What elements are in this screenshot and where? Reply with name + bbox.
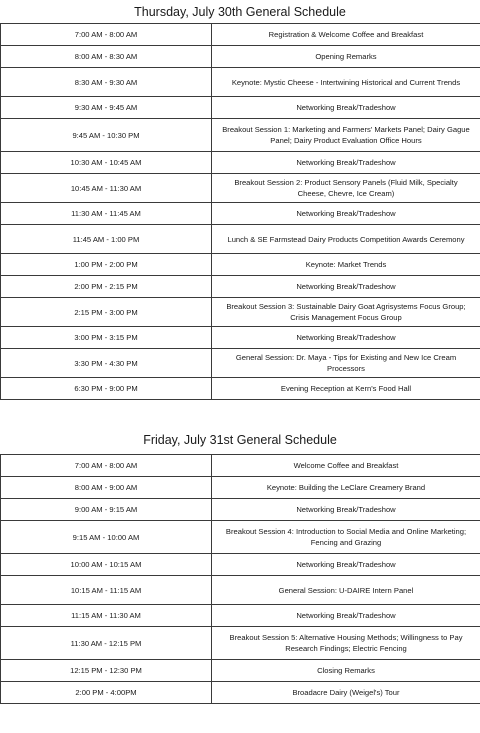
schedule-row — [1, 605, 480, 627]
event-cell: Breakout Session 3: Sustainable Dairy Goat Agrisystems Focus Group; Crisis Management Focus Group — [212, 298, 480, 327]
event-cell: Breakout Session 1: Marketing and Farmers' Markets Panel; Dairy Gague Panel; Dairy Product Evaluation Office Hours — [212, 119, 480, 152]
friday-schedule-body — [1, 455, 480, 704]
schedule-row — [1, 254, 480, 276]
event-cell: Keynote: Market Trends — [212, 254, 480, 276]
schedule-row — [1, 298, 480, 327]
event-cell: Breakout Session 5: Alternative Housing Methods; Willingness to Pay Research Findings; Electric Fencing — [212, 627, 480, 660]
time-cell: 10:15 AM - 11:15 AM — [1, 576, 212, 605]
time-cell: 10:00 AM - 10:15 AM — [1, 554, 212, 576]
time-cell: 11:30 AM - 12:15 PM — [1, 627, 212, 660]
friday-schedule-table — [0, 454, 480, 704]
event-cell: Opening Remarks — [212, 46, 480, 68]
time-cell: 8:00 AM - 8:30 AM — [1, 46, 212, 68]
thursday-schedule-body — [1, 24, 480, 400]
event-cell: Keynote: Mystic Cheese - Intertwining Historical and Current Trends — [212, 68, 480, 97]
schedule-row — [1, 682, 480, 704]
schedule-row — [1, 660, 480, 682]
schedule-row — [1, 499, 480, 521]
event-cell: Networking Break/Tradeshow — [212, 327, 480, 349]
schedule-row — [1, 455, 480, 477]
thursday-title: Thursday, July 30th General Schedule — [134, 5, 346, 19]
time-cell: 2:00 PM - 2:15 PM — [1, 276, 212, 298]
thursday-schedule-table — [0, 23, 480, 400]
schedule-row — [1, 521, 480, 554]
event-cell: Networking Break/Tradeshow — [212, 276, 480, 298]
time-cell: 6:30 PM - 9:00 PM — [1, 378, 212, 400]
schedule-row — [1, 225, 480, 254]
time-cell: 8:00 AM - 9:00 AM — [1, 477, 212, 499]
event-cell: Networking Break/Tradeshow — [212, 203, 480, 225]
time-cell: 8:30 AM - 9:30 AM — [1, 68, 212, 97]
event-cell: General Session: U-DAIRE Intern Panel — [212, 576, 480, 605]
schedule-row — [1, 119, 480, 152]
event-cell: Welcome Coffee and Breakfast — [212, 455, 480, 477]
schedule-row — [1, 152, 480, 174]
schedule-row — [1, 276, 480, 298]
event-cell: Networking Break/Tradeshow — [212, 152, 480, 174]
schedule-row — [1, 627, 480, 660]
friday-title: Friday, July 31st General Schedule — [143, 433, 337, 447]
schedule-row — [1, 327, 480, 349]
time-cell: 7:00 AM - 8:00 AM — [1, 24, 212, 46]
time-cell: 9:15 AM - 10:00 AM — [1, 521, 212, 554]
time-cell: 12:15 PM - 12:30 PM — [1, 660, 212, 682]
time-cell: 10:30 AM - 10:45 AM — [1, 152, 212, 174]
event-cell: Registration & Welcome Coffee and Breakfast — [212, 24, 480, 46]
event-cell: Networking Break/Tradeshow — [212, 97, 480, 119]
time-cell: 11:45 AM - 1:00 PM — [1, 225, 212, 254]
time-cell: 11:30 AM - 11:45 AM — [1, 203, 212, 225]
schedule-row — [1, 68, 480, 97]
time-cell: 9:30 AM - 9:45 AM — [1, 97, 212, 119]
event-cell: Networking Break/Tradeshow — [212, 554, 480, 576]
time-cell: 7:00 AM - 8:00 AM — [1, 455, 212, 477]
event-cell: Breakout Session 2: Product Sensory Panels (Fluid Milk, Specialty Cheese, Chevre, Ice Cream) — [212, 174, 480, 203]
event-cell: Networking Break/Tradeshow — [212, 605, 480, 627]
time-cell: 2:15 PM - 3:00 PM — [1, 298, 212, 327]
event-cell: Evening Reception at Kern's Food Hall — [212, 378, 480, 400]
time-cell: 1:00 PM - 2:00 PM — [1, 254, 212, 276]
time-cell: 10:45 AM - 11:30 AM — [1, 174, 212, 203]
time-cell: 11:15 AM - 11:30 AM — [1, 605, 212, 627]
schedule-row — [1, 554, 480, 576]
schedule-row — [1, 203, 480, 225]
event-cell: Closing Remarks — [212, 660, 480, 682]
time-cell: 9:45 AM - 10:30 PM — [1, 119, 212, 152]
time-cell: 9:00 AM - 9:15 AM — [1, 499, 212, 521]
schedule-row — [1, 576, 480, 605]
event-cell: Breakout Session 4: Introduction to Social Media and Online Marketing; Fencing and Grazing — [212, 521, 480, 554]
schedule-row — [1, 97, 480, 119]
time-cell: 3:30 PM - 4:30 PM — [1, 349, 212, 378]
schedule-row — [1, 24, 480, 46]
event-cell: Networking Break/Tradeshow — [212, 499, 480, 521]
time-cell: 2:00 PM - 4:00PM — [1, 682, 212, 704]
event-cell: Broadacre Dairy (Weigel's) Tour — [212, 682, 480, 704]
schedule-row — [1, 378, 480, 400]
schedule-row — [1, 46, 480, 68]
schedule-row — [1, 349, 480, 378]
time-cell: 3:00 PM - 3:15 PM — [1, 327, 212, 349]
event-cell: Lunch & SE Farmstead Dairy Products Competition Awards Ceremony — [212, 225, 480, 254]
event-cell: General Session: Dr. Maya - Tips for Existing and New Ice Cream Processors — [212, 349, 480, 378]
schedule-row — [1, 174, 480, 203]
event-cell: Keynote: Building the LeClare Creamery Brand — [212, 477, 480, 499]
schedule-row — [1, 477, 480, 499]
